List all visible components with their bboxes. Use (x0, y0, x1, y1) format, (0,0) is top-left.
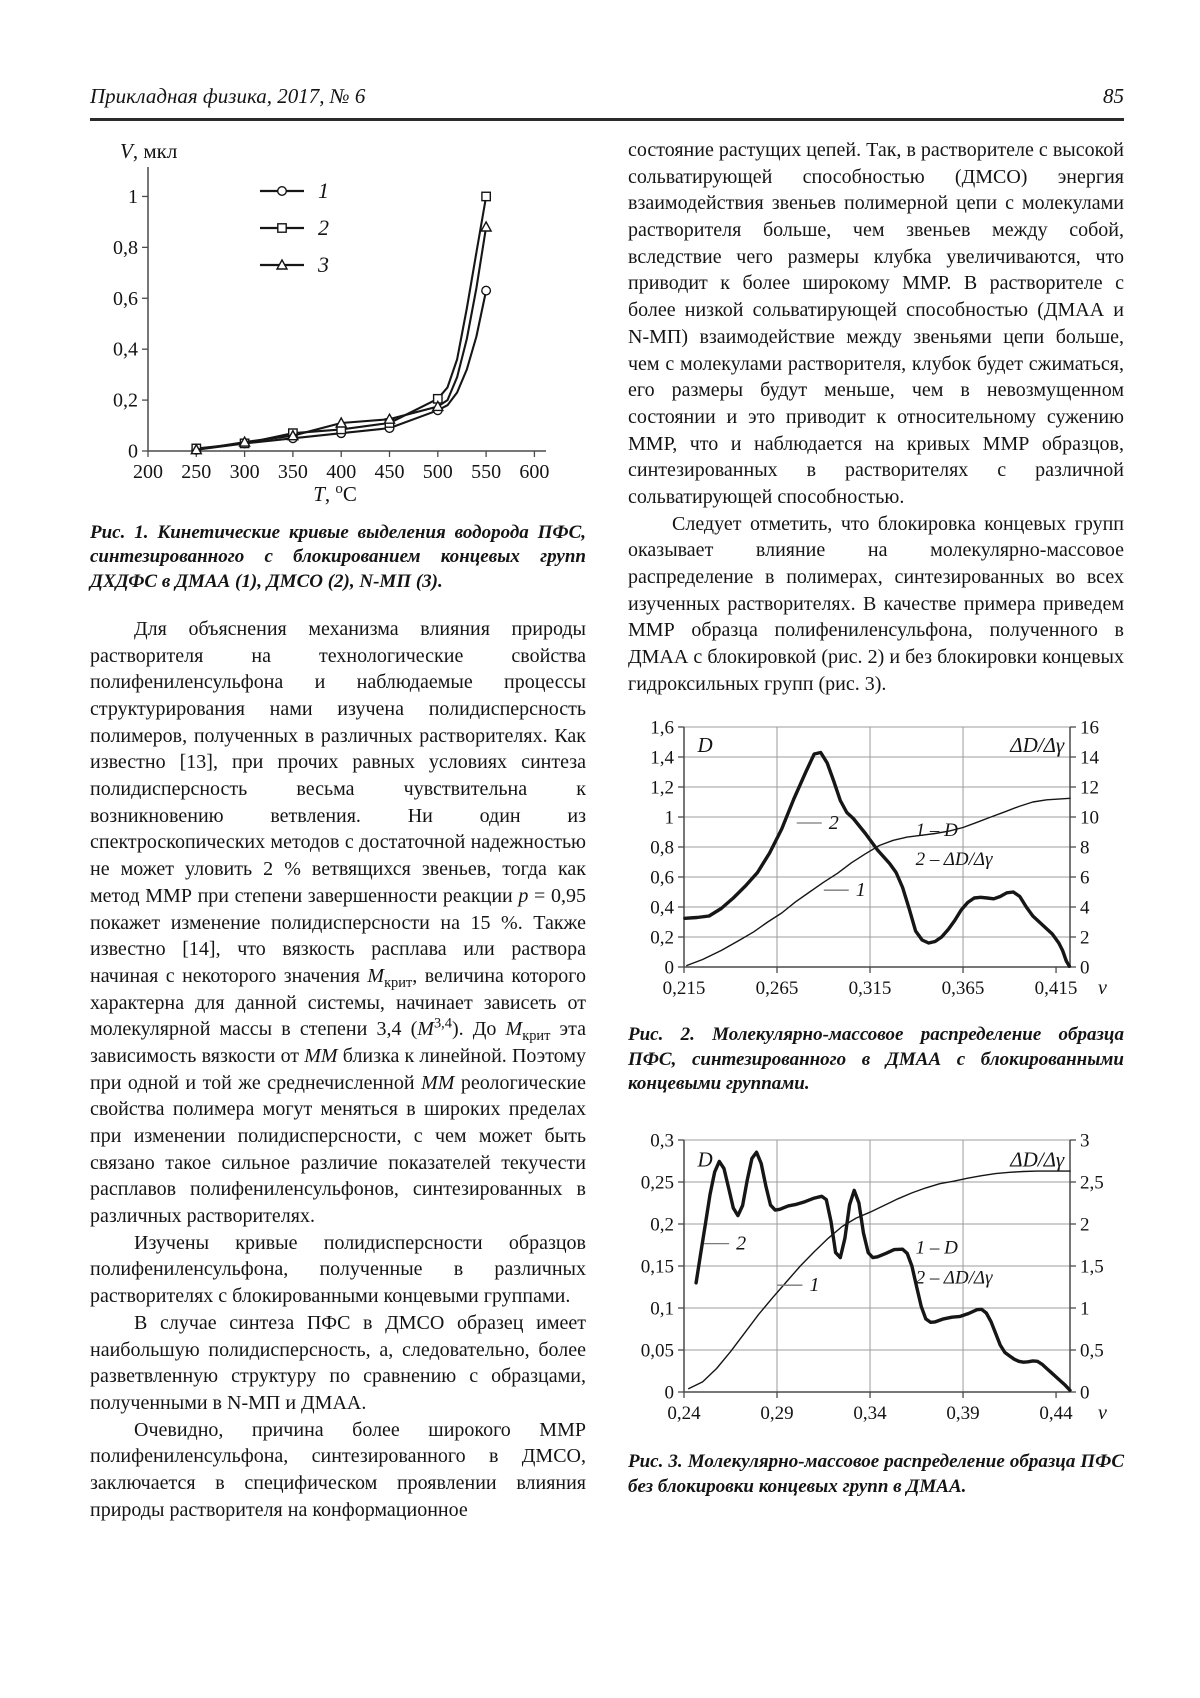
svg-text:2: 2 (1080, 1214, 1090, 1236)
svg-text:0: 0 (1080, 1382, 1090, 1404)
svg-text:1: 1 (664, 807, 674, 829)
svg-text:0,315: 0,315 (848, 978, 892, 1000)
content-columns (90, 137, 1124, 1523)
svg-text:16: 16 (1080, 717, 1099, 739)
body-paragraph: состояние растущих цепей. Так, в растворителе с высокой сольватирующей способностью (ДМСО) энергия взаимодействия звеньев полимерной цепи с молекулами растворителя больше, чем звеньев между собой, вследствие чего размеры клубка увеличиваются, что приводит к более широкому ММР. В растворителе с более низкой сольватирующей способностью (ДМАА и N-МП) взаимодействие между звеньями цепи больше, чем с молекулами растворителя, клубок будет сжиматься, его размеры будут меньше, чем в невозмущенном состоянии и это приводит к относительному сужению ММР, что и наблюдается на кривых ММР образцов, синтезированных в растворителях с различной сольватирующей способностью. (628, 139, 1124, 508)
svg-text:500: 500 (422, 461, 453, 483)
svg-text:0,2: 0,2 (650, 1214, 674, 1236)
svg-text:12: 12 (1080, 777, 1099, 799)
svg-text:0,6: 0,6 (650, 867, 674, 889)
svg-text:0,39: 0,39 (946, 1403, 980, 1425)
svg-text:0,365: 0,365 (941, 978, 985, 1000)
svg-text:350: 350 (277, 461, 308, 483)
svg-text:250: 250 (181, 461, 212, 483)
right-column (628, 137, 1124, 1523)
svg-text:1: 1 (318, 178, 329, 203)
svg-text:ΔD/Δγ: ΔD/Δγ (1010, 1147, 1065, 1172)
svg-text:1 – D: 1 – D (915, 820, 958, 842)
svg-text:0,8: 0,8 (650, 837, 674, 859)
journal-title: Прикладная физика, 2017, № 6 (90, 84, 366, 108)
svg-text:600: 600 (519, 461, 550, 483)
svg-text:0,8: 0,8 (113, 236, 138, 259)
left-column (90, 137, 586, 1523)
svg-text:2: 2 (1080, 927, 1090, 949)
svg-text:0,415: 0,415 (1034, 978, 1078, 1000)
svg-text:1 – D: 1 – D (915, 1237, 958, 1259)
svg-text:0: 0 (664, 1382, 674, 1404)
svg-text:1: 1 (128, 185, 138, 208)
svg-text:0,05: 0,05 (640, 1340, 674, 1362)
svg-text:3: 3 (1080, 1130, 1090, 1152)
svg-text:0,34: 0,34 (853, 1403, 887, 1425)
svg-text:0: 0 (1080, 957, 1090, 979)
svg-text:0,5: 0,5 (1080, 1340, 1104, 1362)
svg-text:2 – ΔD/Δγ: 2 – ΔD/Δγ (915, 849, 993, 871)
figure-2 (628, 713, 1124, 1096)
figure-2-caption: Рис. 2. Молекулярно-массовое распределение образца ПФС, синтезированного в ДМАА с блокированными концевыми группами. (628, 1024, 1124, 1095)
svg-text:300: 300 (229, 461, 260, 483)
svg-text:D: D (697, 733, 713, 758)
svg-text:0: 0 (128, 440, 138, 463)
svg-text:8: 8 (1080, 837, 1090, 859)
svg-text:14: 14 (1080, 747, 1099, 769)
svg-text:2 – ΔD/Δγ: 2 – ΔD/Δγ (915, 1268, 993, 1290)
svg-text:6: 6 (1080, 867, 1090, 889)
hydrogen-evolution-chart (90, 141, 560, 509)
svg-text:550: 550 (471, 461, 502, 483)
svg-text:ΔD/Δγ: ΔD/Δγ (1010, 733, 1065, 758)
body-paragraph: Очевидно, причина более широкого ММР полифениленсульфона, синтезированного в ДМСО, заключается в специфическом проявлении влияния природы растворителя на конформационное (90, 1418, 586, 1521)
svg-text:0,24: 0,24 (667, 1403, 701, 1425)
svg-text:1,5: 1,5 (1080, 1256, 1104, 1278)
svg-text:2: 2 (828, 812, 839, 835)
svg-text:10: 10 (1080, 807, 1099, 829)
svg-text:450: 450 (374, 461, 405, 483)
svg-text:V, мкл: V, мкл (120, 141, 178, 163)
header-rule (90, 118, 1124, 121)
figure-1 (90, 141, 586, 594)
svg-text:1: 1 (855, 879, 866, 902)
svg-text:1,6: 1,6 (650, 717, 674, 739)
svg-text:0,2: 0,2 (113, 389, 138, 412)
mmd-chart-unblocked (628, 1126, 1124, 1438)
svg-text:3: 3 (318, 252, 329, 277)
svg-text:1: 1 (1080, 1298, 1090, 1320)
svg-text:1,2: 1,2 (650, 777, 674, 799)
svg-text:T, oC: T, $^o$C (313, 481, 357, 506)
svg-text:0,3: 0,3 (650, 1130, 674, 1152)
svg-text:0,215: 0,215 (662, 978, 706, 1000)
svg-text:2,5: 2,5 (1080, 1172, 1104, 1194)
svg-text:0,15: 0,15 (640, 1256, 674, 1278)
figure-1-caption: Рис. 1. Кинетические кривые выделения водорода ПФС, синтезированного с блокированием концевых групп ДХДФС в ДМАА (1), ДМСО (2), N-МП (3). (90, 522, 586, 592)
svg-text:0,44: 0,44 (1039, 1403, 1073, 1425)
body-paragraph: Следует отметить, что блокировка концевых групп оказывает влияние на молекулярно-массовое распределение в полимерах, синтезированных во всех изученных растворителях. В качестве примера приведем ММР образца полифениленсульфона, полученного в ДМАА с блокировкой (рис. 2) и без блокировки концевых гидроксильных групп (рис. 3). (628, 512, 1124, 695)
svg-text:0,6: 0,6 (113, 287, 138, 310)
mmd-chart-blocked (628, 713, 1124, 1013)
svg-text:0: 0 (664, 957, 674, 979)
figure-3-caption: Рис. 3. Молекулярно-массовое распределение образца ПФС без блокировки концевых групп в ДМАА. (628, 1451, 1124, 1497)
svg-text:0,265: 0,265 (755, 978, 799, 1000)
svg-text:0,25: 0,25 (640, 1172, 674, 1194)
svg-text:2: 2 (318, 215, 329, 240)
figure-3 (628, 1126, 1124, 1499)
svg-text:0,29: 0,29 (760, 1403, 794, 1425)
page-header (90, 84, 1124, 109)
body-paragraph: Для объяснения механизма влияния природы растворителя на технологические свойства полифениленсульфона и наблюдаемые процессы структурирования нами изучена полидисперсность полимеров, полученных в различных растворителях. Как известно [13], при прочих равных условиях синтеза полидисперсность весьма чувствительна к возникновению ветвления. Ни один из спектроскопических методов с достаточной надежностью не может уловить 2 % ветвящихся звеньев, тогда как метод ММР при степени завершенности реакции p = 0,95 покажет изменение полидисперсности на 15 %. Также известно [14], что вязкость расплава или раствора начиная с некоторого значения $M_{крит}$, величина которого характерна для данной системы, начинает зависеть от молекулярной массы в степени 3,4 $(M^{3,4})$. До $M_{крит}$ эта зависимость вязкости от ММ близка к линейной. Поэтому при одной и той же среднечисленной ММ реологические свойства полимера могут меняться в широких пределах при изменении полидисперсности, с чем может быть связано такое сильное различие показателей текучести расплавов полифениленсульфонов, синтезированных в различных растворителях. (90, 617, 587, 1228)
svg-text:D: D (697, 1147, 713, 1172)
svg-text:0,2: 0,2 (650, 927, 674, 949)
svg-text:0,1: 0,1 (650, 1298, 674, 1320)
svg-text:v: v (1098, 1402, 1107, 1425)
svg-text:v: v (1098, 977, 1107, 1000)
svg-text:400: 400 (326, 461, 357, 483)
svg-text:0,4: 0,4 (113, 338, 138, 361)
body-paragraph: В случае синтеза ПФС в ДМСО образец имеет наибольшую полидисперсность, а, следовательно, более разветвленную структуру по сравнению с образцами, полученными в N-МП и ДМАА. (90, 1311, 586, 1414)
svg-text:1: 1 (809, 1274, 820, 1297)
page-number: 85 (1103, 84, 1124, 108)
svg-text:1,4: 1,4 (650, 747, 674, 769)
svg-text:2: 2 (736, 1232, 747, 1255)
svg-text:200: 200 (133, 461, 163, 483)
svg-text:0,4: 0,4 (650, 897, 674, 919)
body-paragraph: Изучены кривые полидисперсности образцов полифениленсульфона, полученные в различных растворителях с блокированными концевыми группами. (90, 1231, 586, 1308)
svg-text:4: 4 (1080, 897, 1090, 919)
